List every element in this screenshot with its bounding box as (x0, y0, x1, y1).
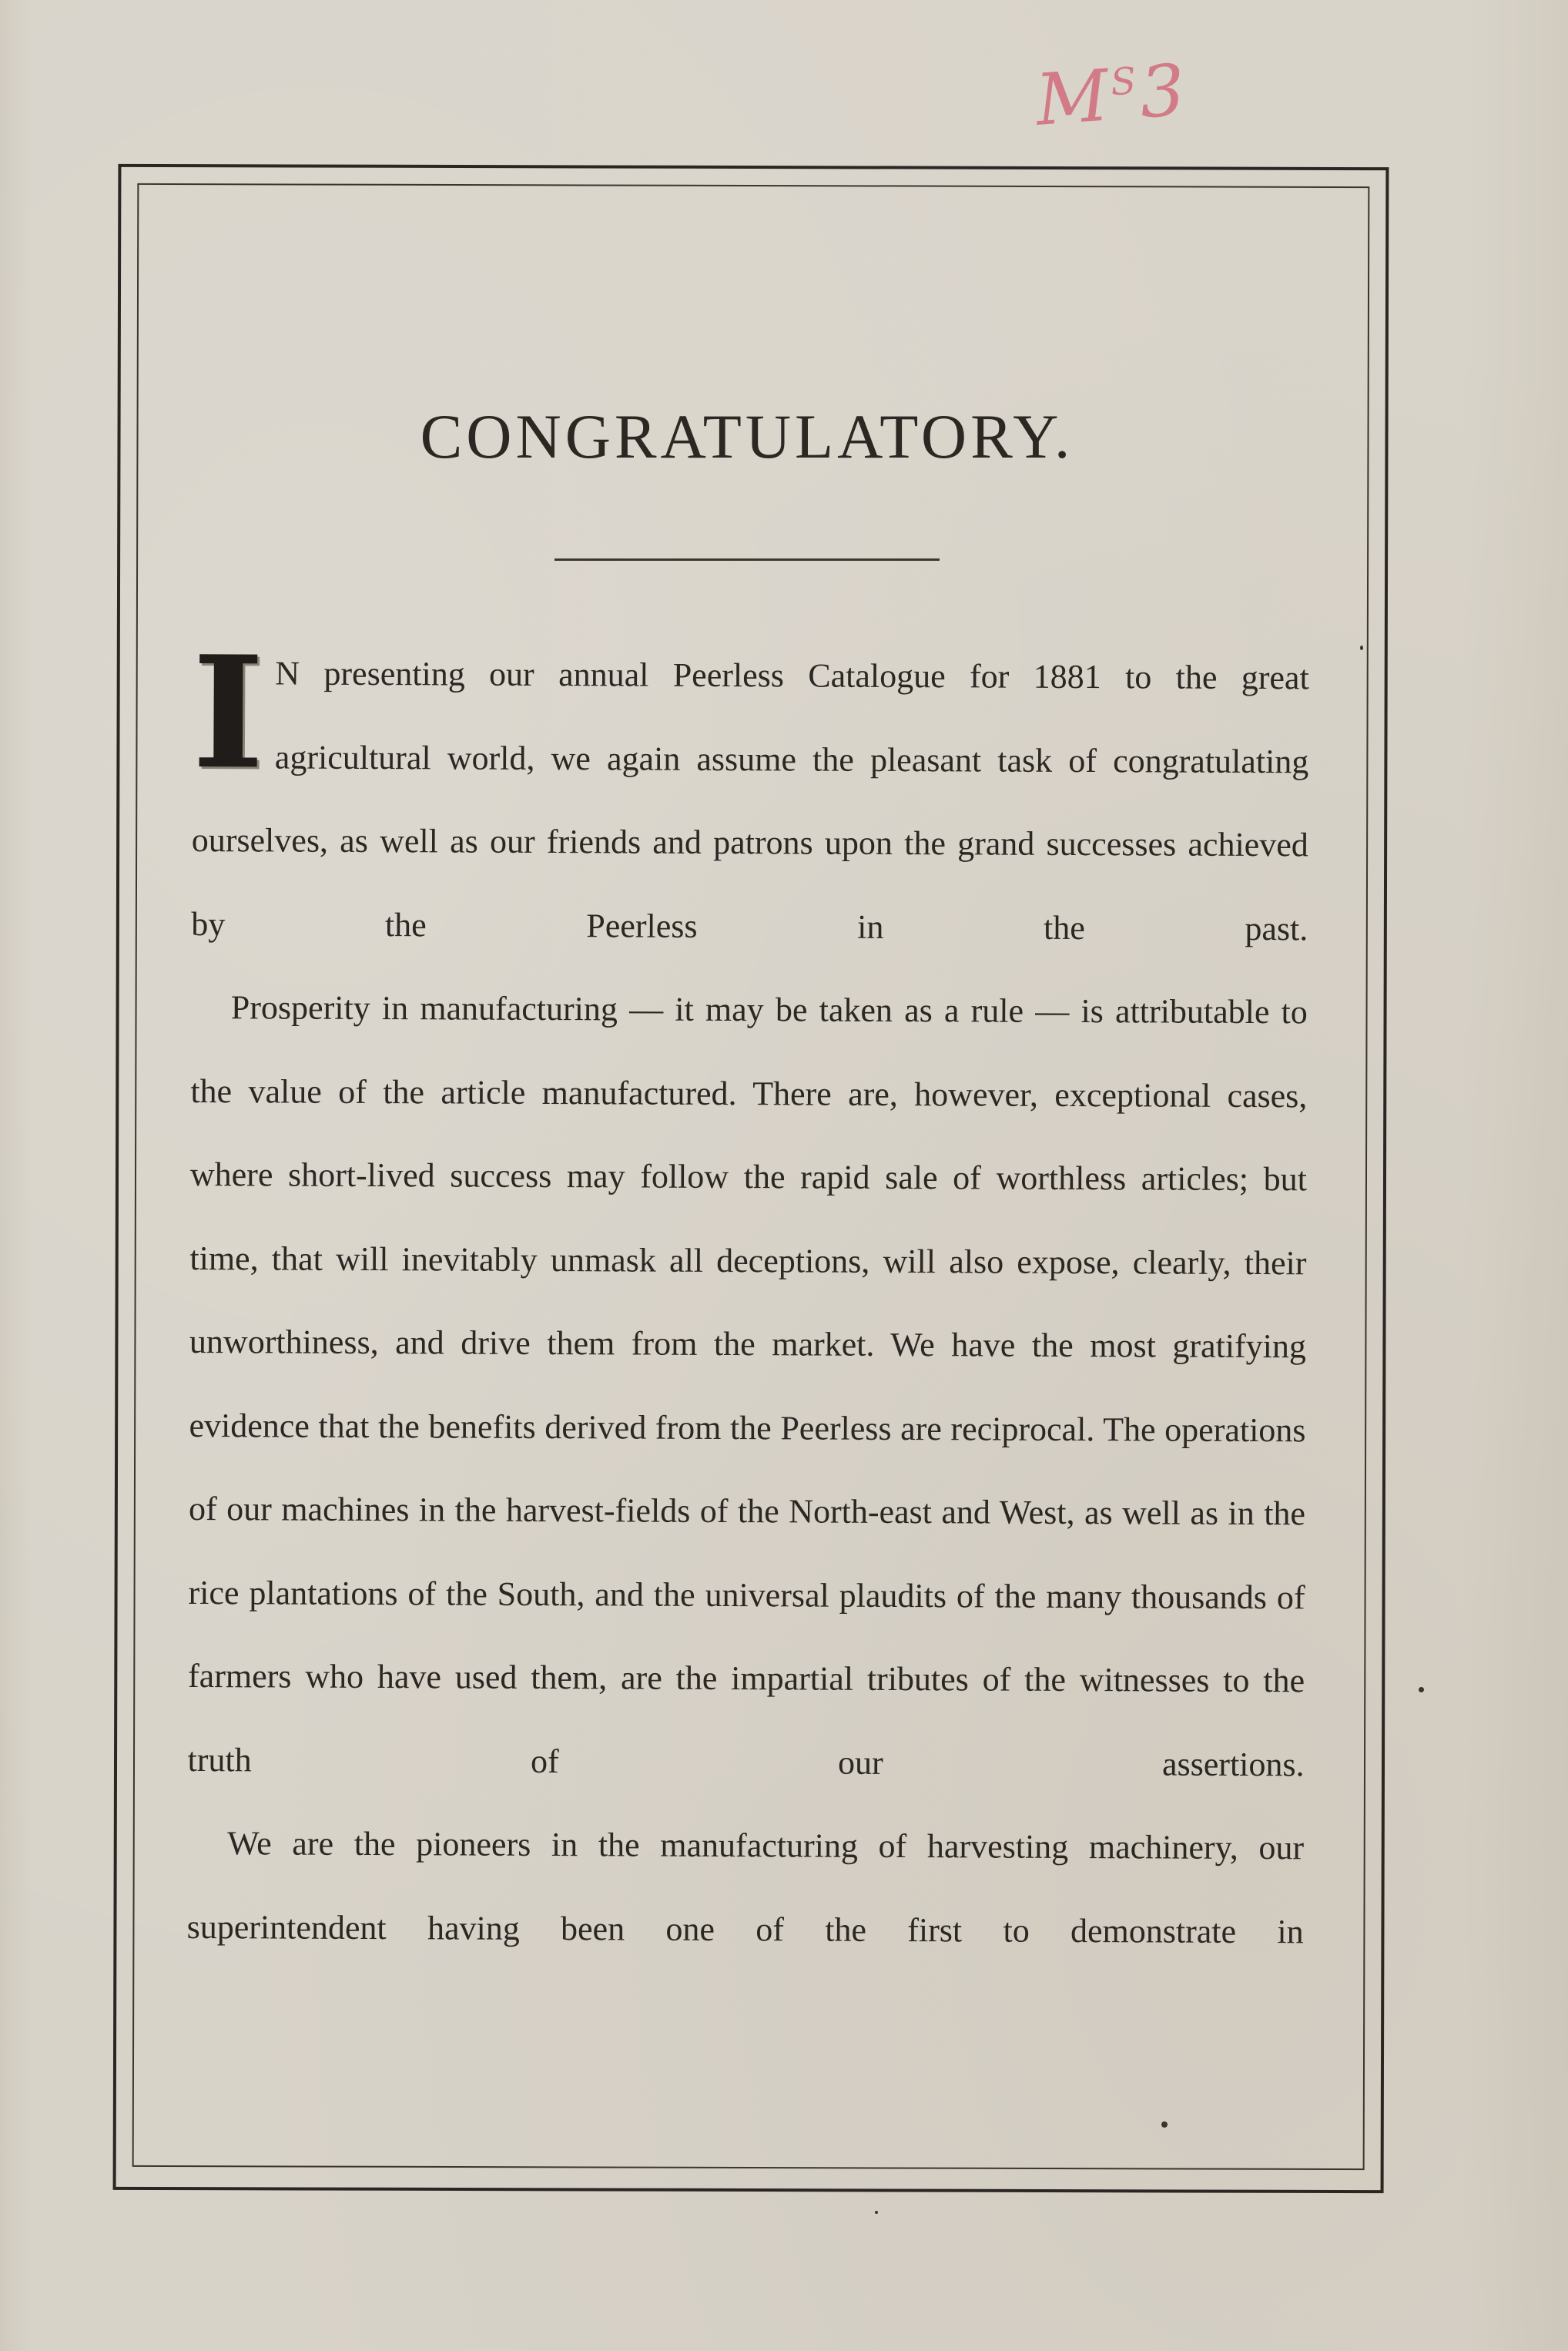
paragraph-1 (191, 622, 1309, 971)
paragraph-3: We are the pioneers in the manufacturing of harvesting machinery, our superintendent having been one of the first to demonstrate in (186, 1824, 1305, 1950)
margin-mark-letter: M (1033, 54, 1114, 142)
handwritten-margin-mark (1034, 49, 1191, 142)
drop-cap: I (192, 622, 265, 804)
margin-mark-number: 3 (1137, 49, 1191, 135)
paper-speck (1161, 2121, 1168, 2128)
page-title: CONGRATULATORY. (420, 401, 1074, 471)
paragraph-1-text: presenting our annual Peerless Catalogue for 1881 to the great agricultural world, we again assume the pleasant task of congratulating ourselves, as well as our friends and patrons upon the grand successes achieved by the Peerless in the past. (191, 654, 1309, 947)
body-text (186, 622, 1309, 1974)
title-divider (554, 558, 940, 561)
paragraph-1-lead: N (275, 654, 300, 693)
margin-mark-sup: S (1109, 59, 1141, 105)
paper-speck (1419, 1687, 1424, 1692)
paper-speck (1360, 646, 1363, 650)
paper-speck (875, 2211, 878, 2214)
paragraph-2: Prosperity in manufacturing — it may be taken as a rule — is attributable to the value of the article manufactured. There are, however, exceptional cases, where short-lived success may follow the rapid sale of worthless articles; but time, that will inevitably unmask all deceptions, will also expose, clearly, their unworthiness, and drive them from the market. We have the most gratifying evidence that the benefits derived from the Peerless are reciprocal. The operations of our machines in the harvest-fields of the North-east and West, as well as in the rice plantations of the South, and the universal plaudits of the many thousands of farmers who have used them, are the impartial tributes of the witnesses to the truth of our assertions. (187, 988, 1308, 1783)
